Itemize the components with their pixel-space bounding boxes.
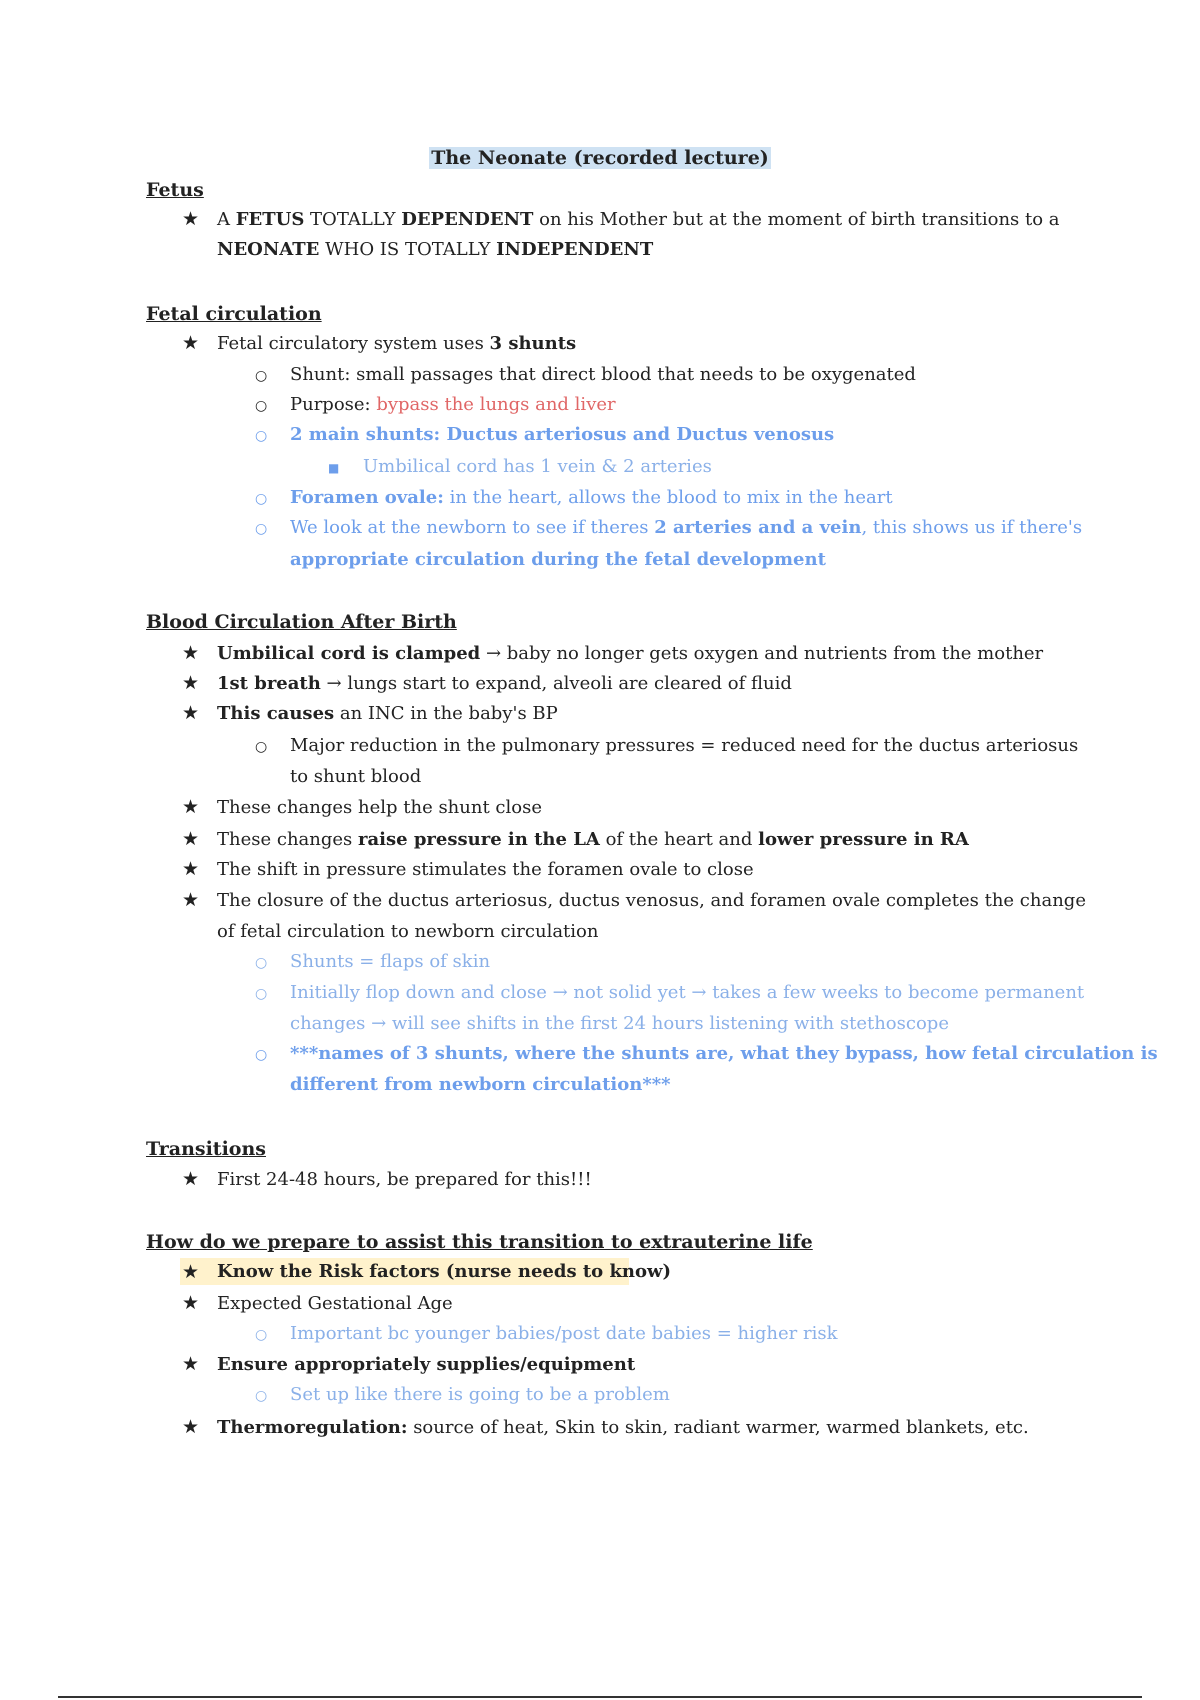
heading-fetus: Fetus xyxy=(146,179,204,201)
square-bullet-icon: ■ xyxy=(328,461,340,475)
after-birth-sub-1: Shunts = flaps of skin xyxy=(290,951,491,972)
circle-bullet-icon: ○ xyxy=(255,739,268,755)
star-bullet-icon: ★ xyxy=(182,1353,200,1375)
star-bullet-icon: ★ xyxy=(182,1168,200,1190)
fetal-circ-sub-3a: Umbilical cord has 1 vein & 2 arteries xyxy=(363,456,712,477)
after-birth-sub-3-line-1: ***names of 3 shunts, where the shunts are, what they bypass, how fetal circulation is xyxy=(290,1043,1158,1064)
heading-transitions: Transitions xyxy=(146,1138,266,1160)
title-text: The Neonate (recorded lecture) xyxy=(431,147,769,169)
after-birth-bullet-5: These changes raise pressure in the LA of the heart and lower pressure in RA xyxy=(217,829,969,850)
circle-bullet-icon: ○ xyxy=(255,398,268,414)
after-birth-bullet-4: These changes help the shunt close xyxy=(217,797,542,818)
fetal-circ-sub-5-line-1: We look at the newborn to see if theres 2 arteries and a vein, this shows us if there's xyxy=(290,517,1083,538)
footer-rule xyxy=(58,1696,1142,1698)
star-bullet-icon: ★ xyxy=(182,208,200,230)
circle-bullet-icon: ○ xyxy=(255,1388,268,1404)
circle-bullet-icon: ○ xyxy=(255,368,268,384)
after-birth-bullet-6: The shift in pressure stimulates the foramen ovale to close xyxy=(217,859,754,880)
after-birth-bullet-3-sub-line-1: Major reduction in the pulmonary pressures = reduced need for the ductus arteriosus xyxy=(290,735,1079,756)
fetal-circ-sub-4: Foramen ovale: in the heart, allows the blood to mix in the heart xyxy=(290,487,893,508)
star-bullet-icon: ★ xyxy=(182,828,200,850)
fetal-circ-sub-5-line-2: appropriate circulation during the fetal development xyxy=(290,549,826,570)
prepare-bullet-2-sub: Important bc younger babies/post date babies = higher risk xyxy=(290,1323,838,1344)
circle-bullet-icon: ○ xyxy=(255,955,268,971)
after-birth-bullet-3: This causes an INC in the baby's BP xyxy=(217,703,558,724)
heading-after-birth: Blood Circulation After Birth xyxy=(146,611,457,633)
star-bullet-icon: ★ xyxy=(182,858,200,880)
fetal-circ-sub-3: 2 main shunts: Ductus arteriosus and Ductus venosus xyxy=(290,424,835,445)
circle-bullet-icon: ○ xyxy=(255,986,268,1002)
star-bullet-icon: ★ xyxy=(182,332,200,354)
prepare-bullet-3-sub: Set up like there is going to be a problem xyxy=(290,1384,670,1405)
star-bullet-icon: ★ xyxy=(182,702,200,724)
after-birth-sub-2-line-1: Initially flop down and close → not solid yet → takes a few weeks to become permanent xyxy=(290,982,1085,1003)
circle-bullet-icon: ○ xyxy=(255,521,268,537)
star-bullet-icon: ★ xyxy=(182,1261,200,1283)
after-birth-bullet-3-sub-line-2: to shunt blood xyxy=(290,766,422,787)
after-birth-sub-3-line-2: different from newborn circulation*** xyxy=(290,1074,671,1095)
after-birth-bullet-7-line-2: of fetal circulation to newborn circulation xyxy=(217,921,599,942)
fetus-bullet-1-line-1: A FETUS TOTALLY DEPENDENT on his Mother but at the moment of birth transitions to a xyxy=(217,209,1060,230)
star-bullet-icon: ★ xyxy=(182,889,200,911)
circle-bullet-icon: ○ xyxy=(255,428,268,444)
heading-prepare: How do we prepare to assist this transition to extrauterine life xyxy=(146,1231,813,1253)
transitions-bullet-1: First 24-48 hours, be prepared for this!!! xyxy=(217,1169,592,1190)
heading-fetal-circulation: Fetal circulation xyxy=(146,303,322,325)
circle-bullet-icon: ○ xyxy=(255,1327,268,1343)
after-birth-bullet-1: Umbilical cord is clamped → baby no longer gets oxygen and nutrients from the mother xyxy=(217,643,1044,664)
after-birth-bullet-2: 1st breath → lungs start to expand, alveoli are cleared of fluid xyxy=(217,673,792,694)
after-birth-bullet-7-line-1: The closure of the ductus arteriosus, ductus venosus, and foramen ovale completes the change xyxy=(217,890,1086,911)
prepare-bullet-1: Know the Risk factors (nurse needs to know) xyxy=(217,1261,672,1282)
after-birth-sub-2-line-2: changes → will see shifts in the first 24 hours listening with stethoscope xyxy=(290,1013,949,1034)
star-bullet-icon: ★ xyxy=(182,1416,200,1438)
fetal-circ-sub-2: Purpose: bypass the lungs and liver xyxy=(290,394,616,415)
star-bullet-icon: ★ xyxy=(182,1292,200,1314)
star-bullet-icon: ★ xyxy=(182,642,200,664)
prepare-bullet-4: Thermoregulation: source of heat, Skin to skin, radiant warmer, warmed blankets, etc. xyxy=(217,1417,1029,1438)
fetal-circ-bullet-1: Fetal circulatory system uses 3 shunts xyxy=(217,333,577,354)
circle-bullet-icon: ○ xyxy=(255,1047,268,1063)
prepare-bullet-3: Ensure appropriately supplies/equipment xyxy=(217,1354,636,1375)
fetal-circ-sub-1: Shunt: small passages that direct blood that needs to be oxygenated xyxy=(290,364,916,385)
document-title xyxy=(0,144,1200,172)
star-bullet-icon: ★ xyxy=(182,672,200,694)
prepare-bullet-2: Expected Gestational Age xyxy=(217,1293,453,1314)
circle-bullet-icon: ○ xyxy=(255,491,268,507)
fetus-bullet-1-line-2: NEONATE WHO IS TOTALLY INDEPENDENT xyxy=(217,239,654,260)
star-bullet-icon: ★ xyxy=(182,796,200,818)
